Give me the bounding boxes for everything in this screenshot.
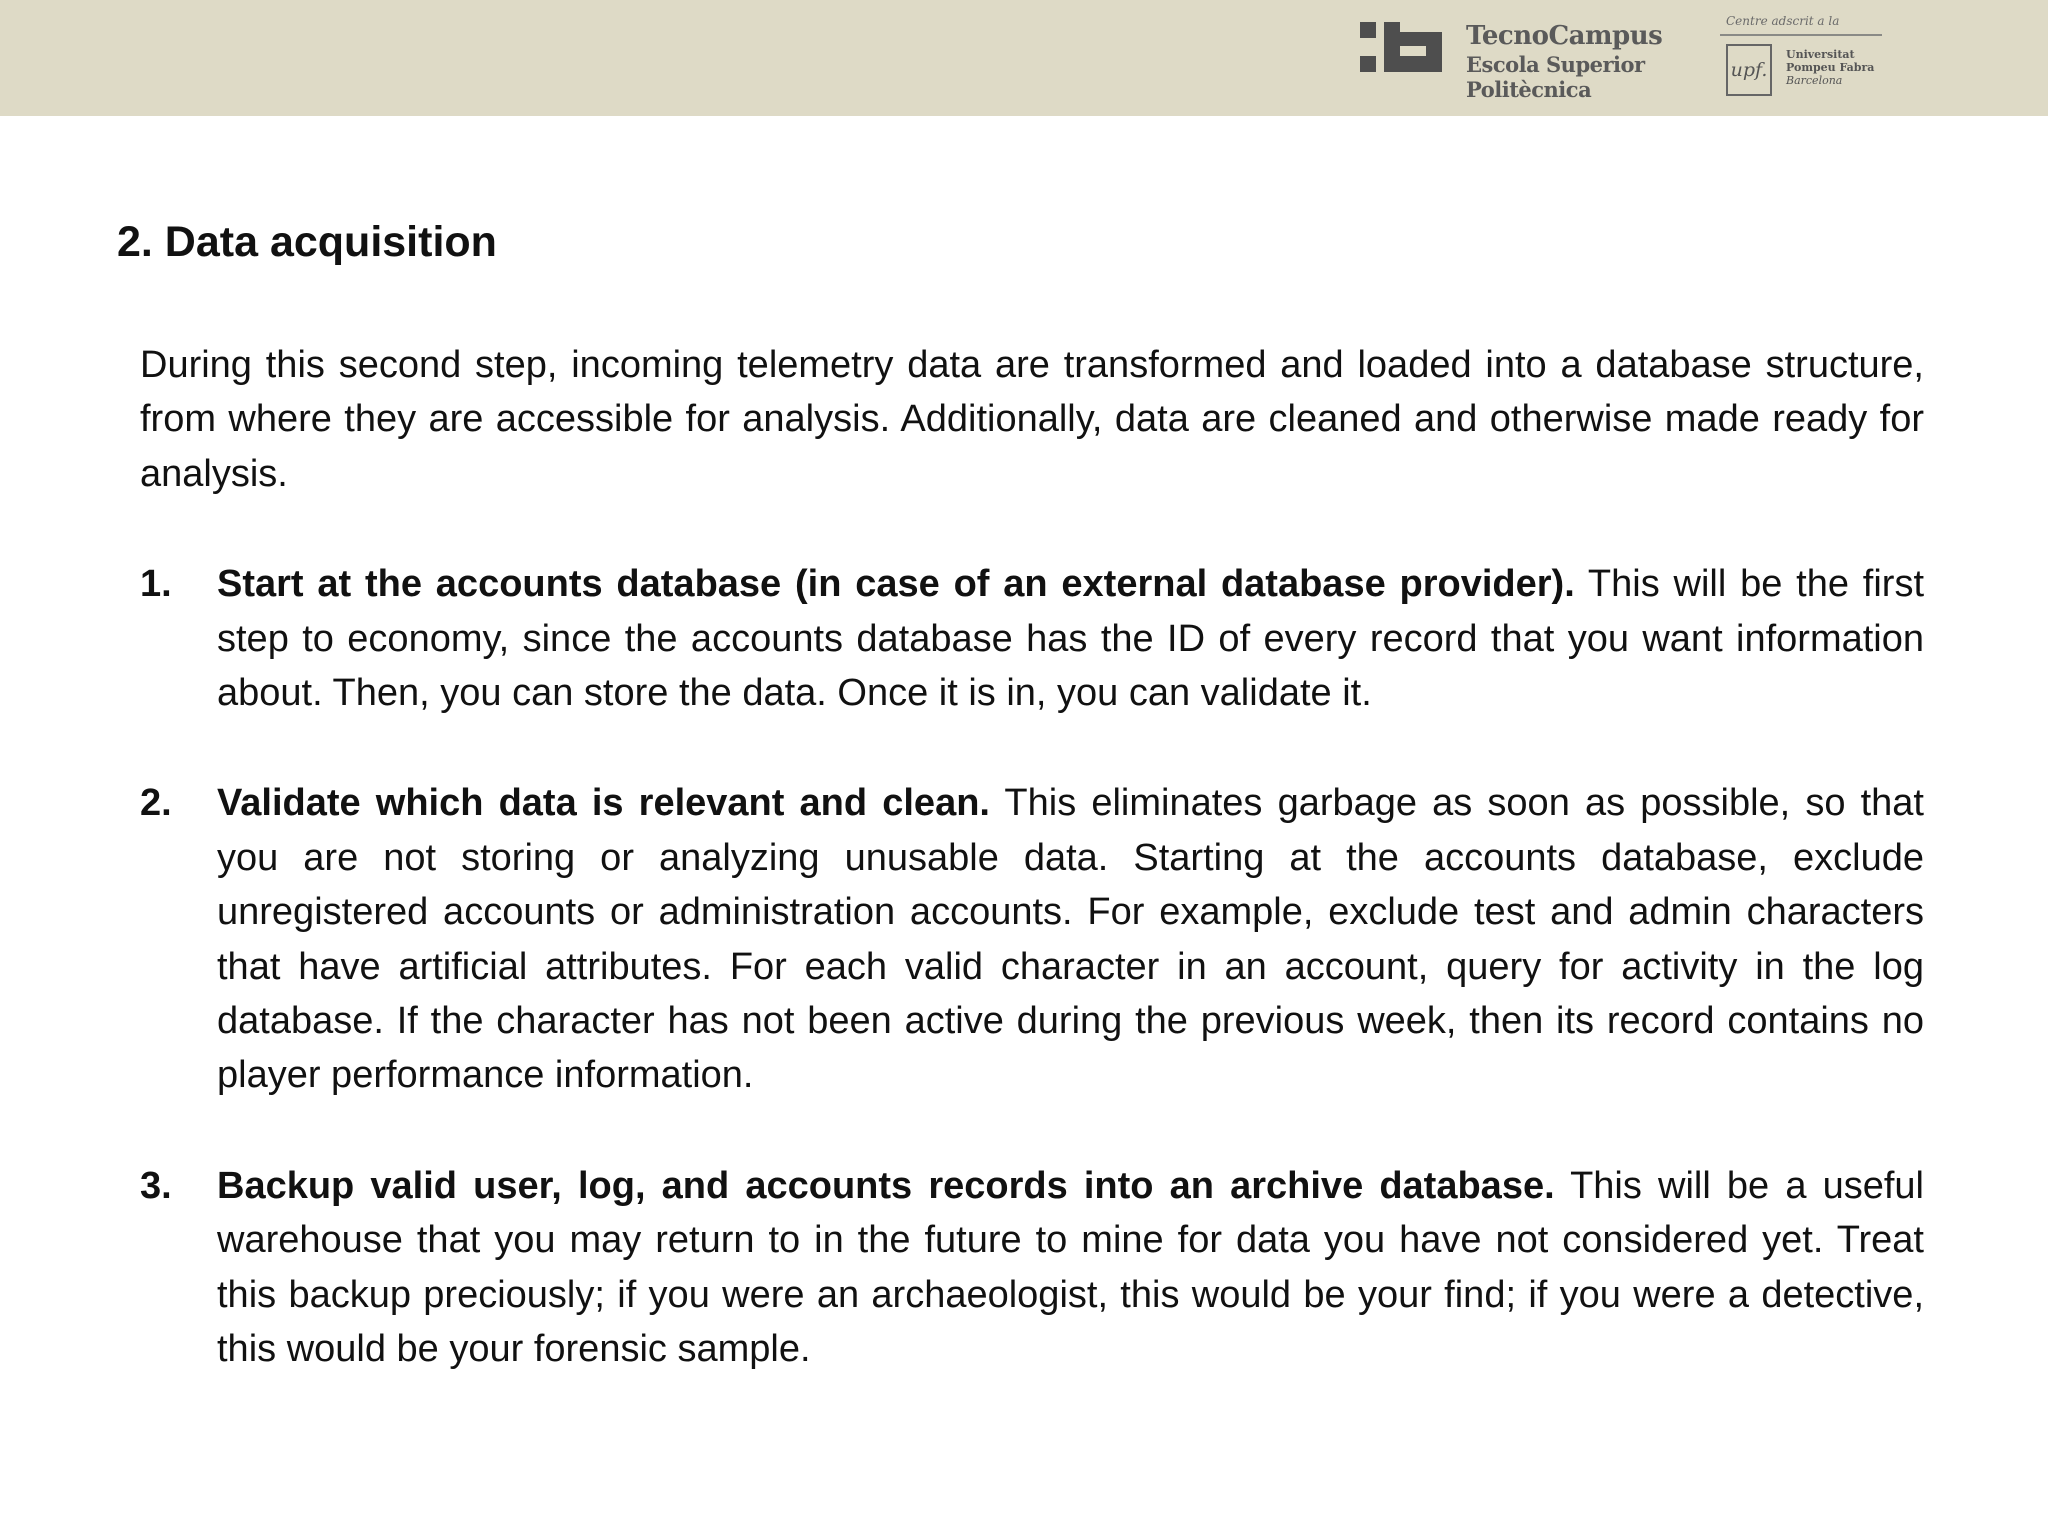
upf-logo (1720, 14, 1882, 104)
upf-name-line-1: Universitat (1786, 48, 1855, 61)
document-body (140, 338, 1924, 1433)
list-item-number: 1. (140, 563, 172, 606)
list-item-number: 3. (140, 1164, 172, 1207)
tecnocampus-logo-mark-icon (1360, 20, 1442, 76)
upf-caption: Centre adscrit a la (1726, 14, 1840, 28)
tecnocampus-polytechnic: Politècnica (1466, 77, 1592, 102)
list-item (140, 1159, 1924, 1377)
list-item-heading: Validate which data is relevant and clean. (217, 782, 990, 825)
upf-logo-icon: upf. (1726, 44, 1772, 96)
upf-name (1786, 48, 1874, 87)
section-title: 2. Data acquisition (117, 218, 497, 266)
upf-divider (1720, 34, 1882, 36)
tecnocampus-school: Escola Superior (1466, 52, 1645, 77)
list-item-heading: Backup valid user, log, and accounts records into an archive database. (217, 1164, 1555, 1207)
upf-name-line-3: Barcelona (1786, 74, 1843, 87)
tecnocampus-name: TecnoCampus (1466, 21, 1663, 51)
tecnocampus-wordmark (1466, 20, 1663, 102)
intro-paragraph: During this second step, incoming telemetry data are transformed and loaded into a database structure, from where they are accessible for analysis. Additionally, data are cleaned and otherwise made ready for analysis. (140, 344, 1924, 495)
list-item-body: This will be a useful warehouse that you may return to in the future to mine for data you have not considered yet. Treat this backup preciously; if you were an archaeologist, this would be your find; if you were a detective, this would be your forensic sample. (217, 1164, 1924, 1371)
list-item (140, 776, 1924, 1102)
list-item (140, 557, 1924, 720)
list-item-body: This will be the first step to economy, since the accounts database has the ID of every record that you want information about. Then, you can store the data. Once it is in, you can validate it. (217, 563, 1925, 715)
list-item-body: This eliminates garbage as soon as possible, so that you are not storing or analyzing unusable data. Starting at the accounts database, exclude unregistered accounts or administration accounts. For example, exclude test and admin characters that have artificial attributes. For each valid character in an account, query for activity in the log database. If the character has not been active during the previous week, then its record contains no player performance information. (217, 782, 1924, 1097)
header-band (0, 0, 2048, 116)
upf-name-line-2: Pompeu Fabra (1786, 61, 1875, 74)
list-item-number: 2. (140, 782, 172, 825)
tecnocampus-logo (1360, 20, 1663, 102)
steps-list (140, 557, 1924, 1376)
list-item-heading: Start at the accounts database (in case of an external database provider). (217, 563, 1575, 606)
